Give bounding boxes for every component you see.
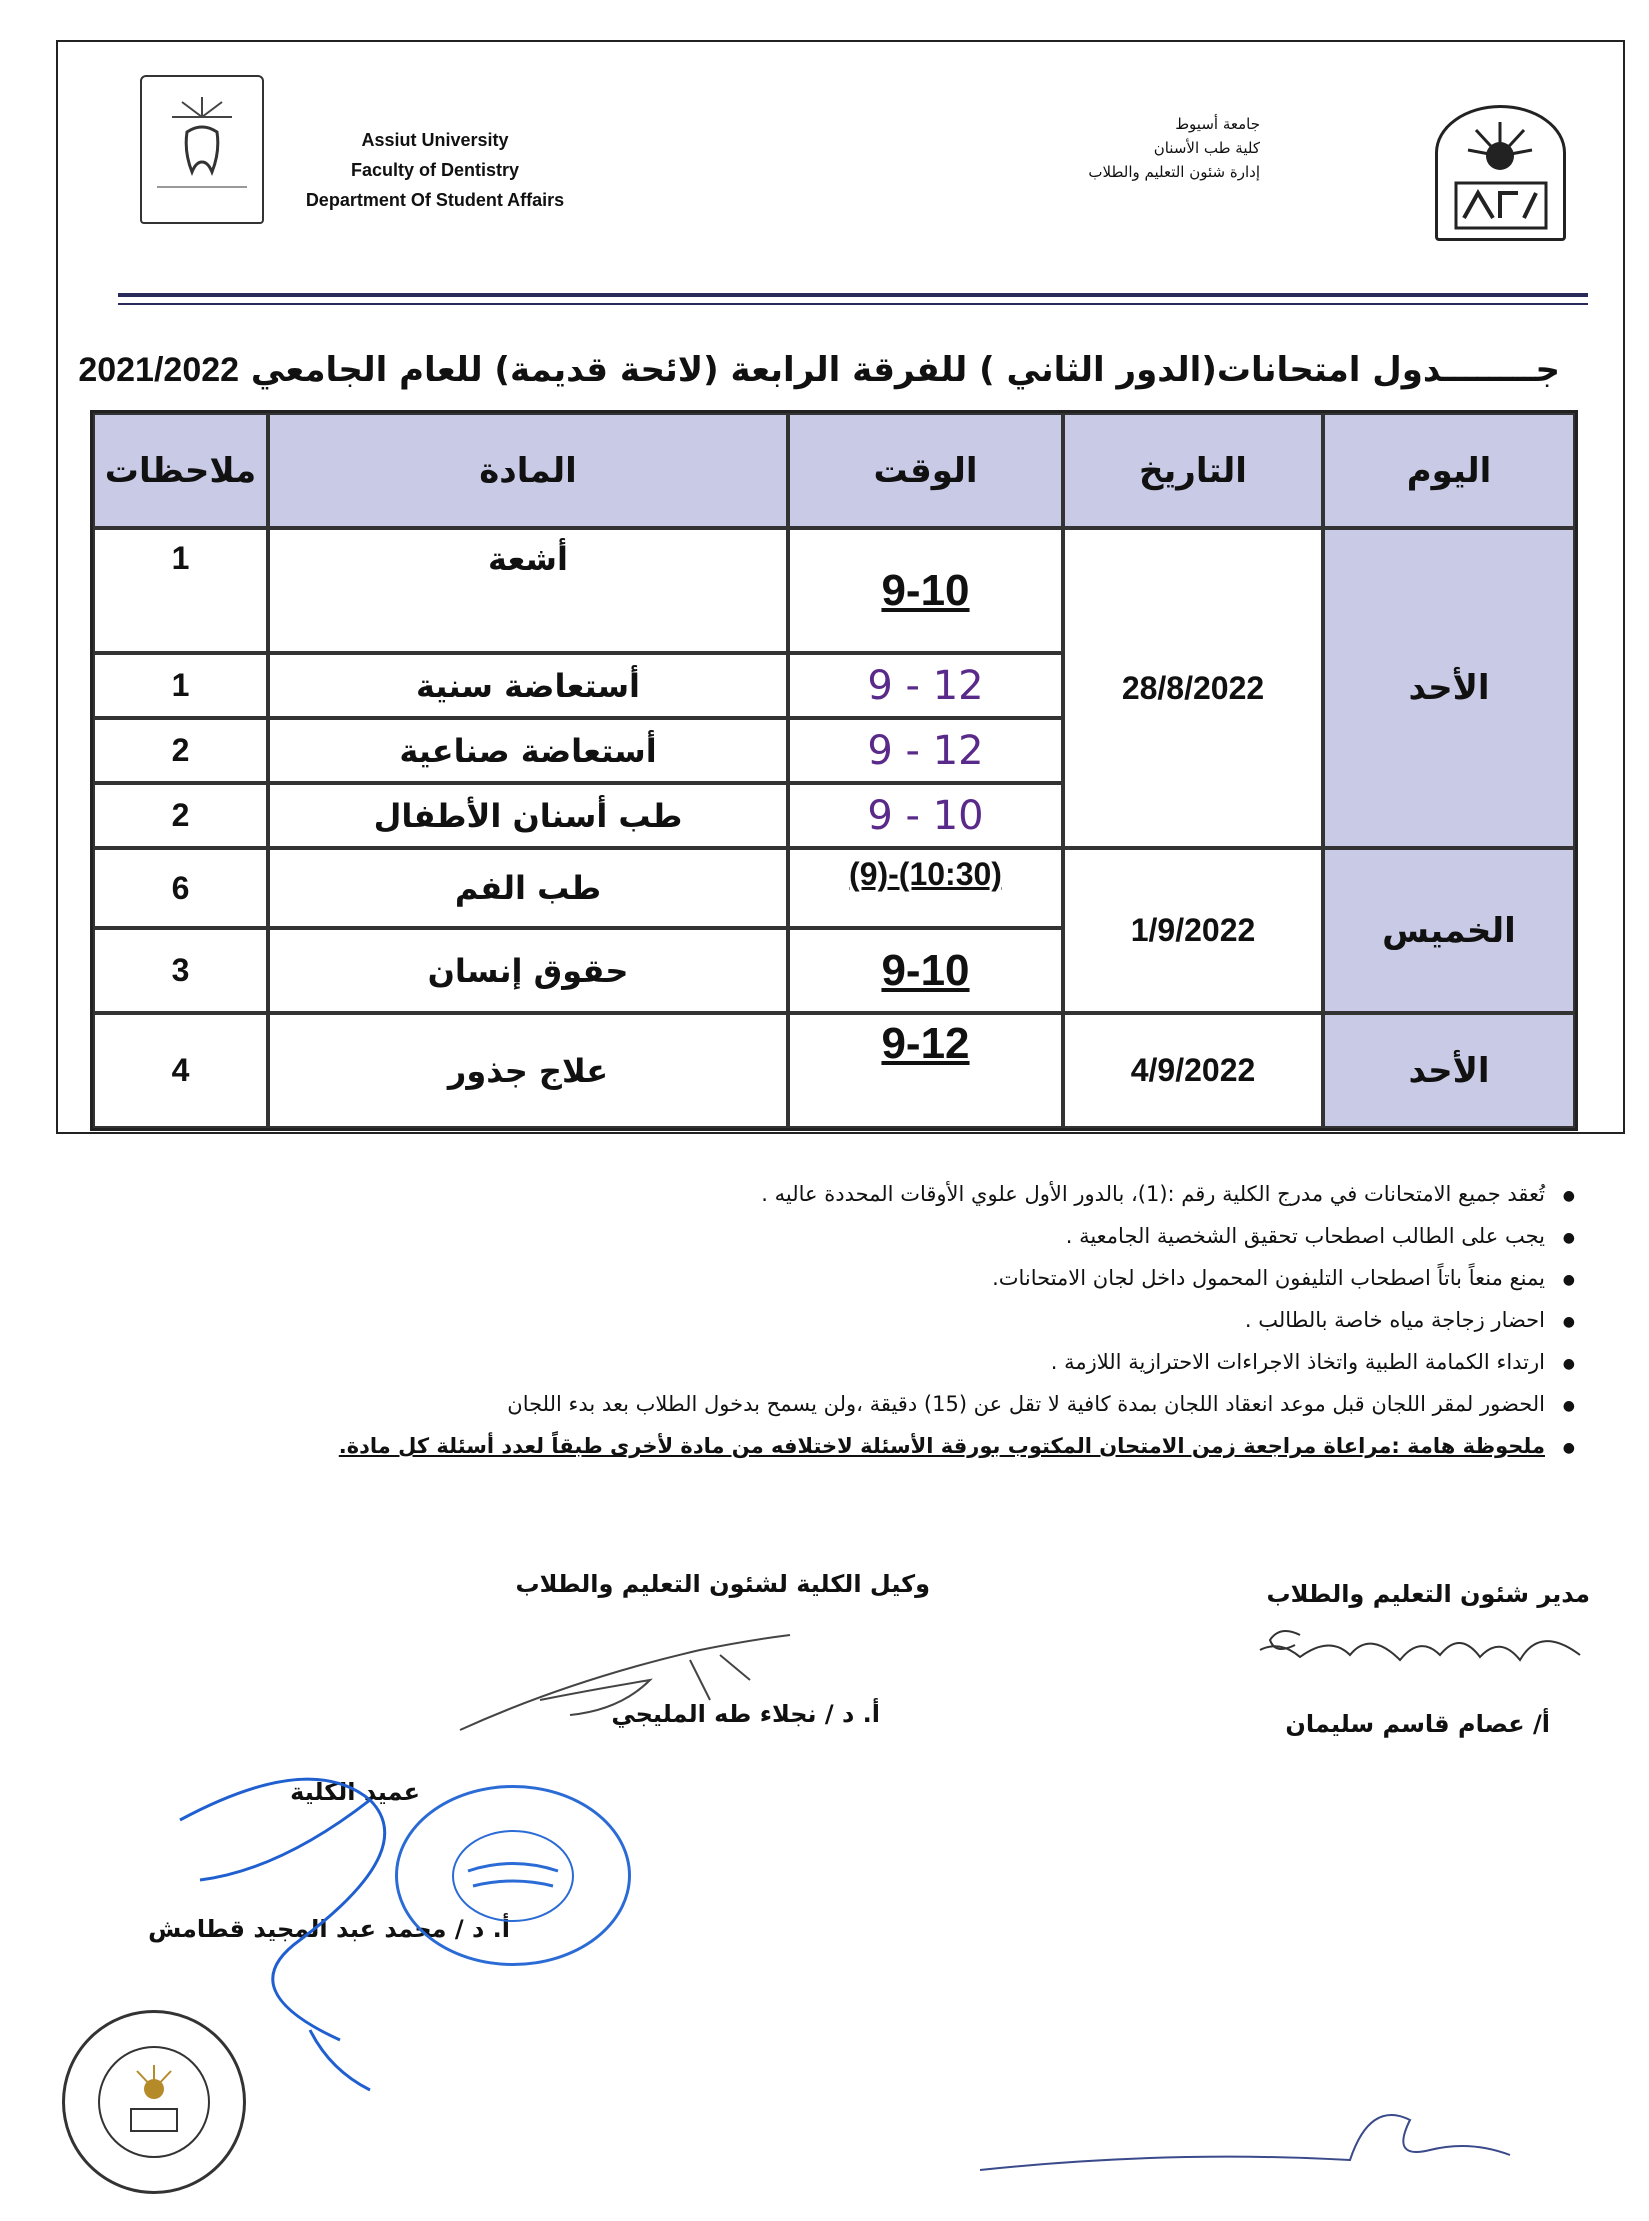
dean-name: أ. د / محمد عبد المجيد قطامش [148, 1915, 510, 1943]
instruction-item: ● تُعقد جميع الامتحانات في مدرج الكلية رقم :(1)، بالدور الأول علوي الأوقات المحددة عاليه . [180, 1180, 1575, 1209]
header-rule [118, 293, 1588, 297]
time-cell [788, 783, 1063, 848]
important-note: ● ملحوظة هامة :مراعاة مراجعة زمن الامتحان المكتوب بورقة الأسئلة لاختلافه من مادة لأخرى طبقاً لعدد أسئلة كل مادة. [180, 1432, 1575, 1461]
time-value: 9-10 [881, 945, 970, 995]
vice-dean-signature [450, 1620, 810, 1740]
faculty-name-en: Faculty of Dentistry [350, 160, 520, 180]
time-cell [788, 1013, 1063, 1128]
subject-cell: طب الفم [268, 848, 788, 928]
date-cell [1063, 848, 1323, 1013]
subject-cell: أستعاضة سنية [268, 653, 788, 718]
instructions-list [180, 1180, 1575, 1474]
faculty-logo [140, 75, 264, 224]
note-cell [93, 783, 268, 848]
manager-title: مدير شئون التعليم والطلاب [1266, 1580, 1590, 1608]
subject-cell: حقوق إنسان [268, 928, 788, 1013]
university-name-ar: جامعة أسيوط [1175, 115, 1260, 133]
day-cell: الأحد [1323, 1013, 1575, 1128]
student-affairs-stamp [395, 1785, 631, 1966]
page-title [78, 350, 1560, 390]
exam-schedule-table [90, 410, 1578, 1131]
instruction-item: ● احضار زجاجة مياه خاصة بالطالب . [180, 1306, 1575, 1335]
day-cell: الأحد [1323, 528, 1575, 848]
sun-emblem-icon [1438, 108, 1563, 238]
stamp-seal-icon [413, 1801, 613, 1951]
note-value: 2 [171, 732, 190, 768]
faculty-name-ar: كلية طب الأسنان [1153, 139, 1260, 157]
date-value: 4/9/2022 [1130, 1052, 1256, 1088]
date-value: 1/9/2022 [1130, 912, 1256, 948]
date-cell [1063, 1013, 1323, 1128]
note-cell [93, 848, 268, 928]
time-cell [788, 928, 1063, 1013]
arabic-header [990, 112, 1260, 184]
note-value: 2 [171, 797, 190, 833]
university-logo [1435, 105, 1566, 241]
title-text: جــــــــدول امتحانات(الدور الثاني ) للفرقة الرابعة (لائحة قديمة) للعام الجامعي [250, 350, 1560, 390]
vice-dean-name: أ. د / نجلاء طه المليجي [611, 1700, 880, 1728]
title-year: 2021/2022 [78, 351, 240, 389]
instruction-item: ● ارتداء الكمامة الطبية واتخاذ الاجراءات الاحترازية اللازمة . [180, 1348, 1575, 1377]
department-name-ar: إدارة شئون التعليم والطلاب [1088, 163, 1260, 181]
vice-dean-title: وكيل الكلية لشئون التعليم والطلاب [515, 1570, 930, 1598]
date-value: 28/8/2022 [1121, 669, 1265, 706]
header-rule-thin [118, 303, 1588, 305]
subject-cell: علاج جذور [268, 1013, 788, 1128]
note-value: 6 [171, 869, 190, 906]
seal-emblem-icon [79, 2027, 229, 2177]
department-name-en: Department Of Student Affairs [305, 190, 565, 210]
time-value: 9 - 12 [867, 727, 984, 774]
instruction-item: ● يجب على الطالب اصطحاب تحقيق الشخصية الجامعية . [180, 1222, 1575, 1251]
tooth-emblem-icon [142, 77, 262, 222]
time-value: 9-10 [881, 565, 970, 615]
header-notes: ملاحظات [93, 413, 268, 528]
subject-cell: أستعاضة صناعية [268, 718, 788, 783]
time-cell [788, 528, 1063, 653]
time-value: (9)-(10:30) [849, 856, 1002, 892]
dean-title: عميد الكلية [290, 1778, 420, 1806]
note-cell [93, 1013, 268, 1128]
time-cell [788, 653, 1063, 718]
note-value: 4 [171, 1052, 190, 1088]
subject-cell: طب أسنان الأطفال [268, 783, 788, 848]
manager-name: أ/ عصام قاسم سليمان [1285, 1710, 1550, 1738]
time-value: 9-12 [881, 1019, 970, 1068]
day-cell: الخميس [1323, 848, 1575, 1013]
manager-signature [1240, 1615, 1590, 1685]
header-day: اليوم [1323, 413, 1575, 528]
note-cell [93, 528, 268, 653]
note-cell [93, 718, 268, 783]
time-cell [788, 848, 1063, 928]
note-value: 1 [171, 667, 190, 703]
time-value: 9 - 10 [867, 792, 984, 839]
english-header [285, 125, 585, 215]
subject-cell: أشعة [268, 528, 788, 653]
note-value: 3 [171, 952, 190, 988]
header-date: التاريخ [1063, 413, 1323, 528]
note-cell [93, 653, 268, 718]
university-name-en: Assiut University [361, 130, 509, 150]
date-cell [1063, 528, 1323, 848]
note-value: 1 [171, 540, 190, 576]
header-subject: المادة [268, 413, 788, 528]
note-cell [93, 928, 268, 1013]
instruction-item: ● يمنع منعاً باتاً اصطحاب التليفون المحمول داخل لجان الامتحانات. [180, 1264, 1575, 1293]
instruction-item: ● الحضور لمقر اللجان قبل موعد انعقاد اللجان بمدة كافية لا تقل عن (15) دقيقة ،ولن يسمح بدخول الطلاب بعد بدء اللجان [180, 1390, 1575, 1419]
bottom-signature [970, 2080, 1530, 2190]
time-value: 9 - 12 [867, 662, 984, 709]
official-page-seal [62, 2010, 246, 2194]
header-time: الوقت [788, 413, 1063, 528]
time-cell [788, 718, 1063, 783]
